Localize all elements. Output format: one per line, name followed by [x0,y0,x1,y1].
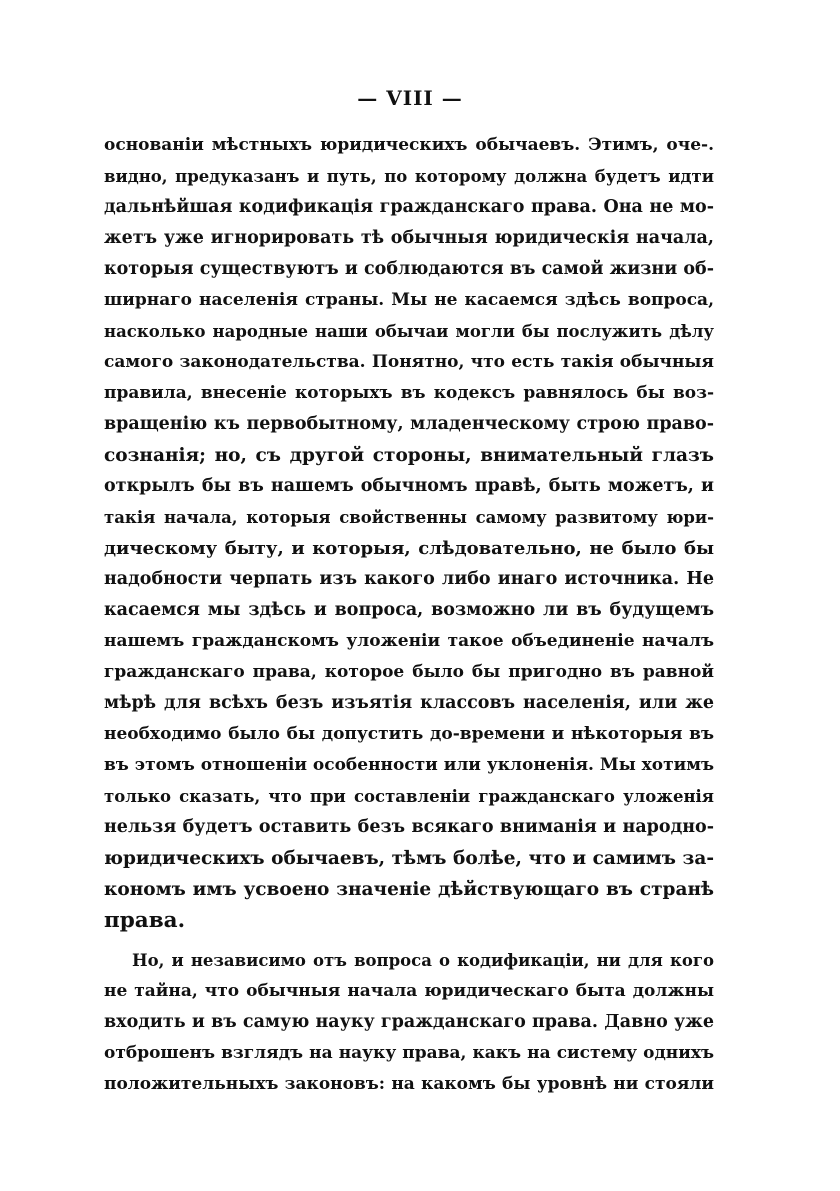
text-line: надобности черпать изъ какого либо инаго источника. Не [104,569,714,589]
paragraph-gap [104,936,714,945]
text-line: необходимо было бы допустить до-времени и нѣкоторыя въ [104,724,714,744]
text-line: видно, предуказанъ и путь, по которому должна будетъ идти [104,167,714,186]
body-text [104,130,714,1100]
text-line: основаніи мѣстныхъ юридическихъ обычаевъ. Этимъ, оче-. [104,135,714,155]
text-line: отброшенъ взглядъ на науку права, какъ на систему однихъ [104,1043,714,1063]
text-line: юридическихъ обычаевъ, тѣмъ болѣе, что и самимъ за- [104,848,714,869]
text-line: кономъ имъ усвоено значеніе дѣйствующаго въ странѣ [104,879,714,900]
text-line: сознанія; но, съ другой стороны, внимательный глазъ [104,445,714,466]
text-line: нашемъ гражданскомъ уложеніи такое объединеніе началъ [104,631,714,651]
text-line: права. [104,908,186,933]
text-line: вращенію къ первобытному, младенческому строю право- [104,414,714,434]
text-line: дическому быту, и которыя, слѣдовательно, не было бы [104,538,714,559]
text-line: открылъ бы въ нашемъ обычномъ правѣ, быть можетъ, и [104,476,714,496]
text-line: ширнаго населенія страны. Мы не касаемся здѣсь вопроса, [104,290,714,310]
text-line: такія начала, которыя свойственны самому развитому юри- [104,508,714,527]
text-line: входить и въ самую науку гражданскаго права. Давно уже [104,1012,714,1032]
text-line: которыя существуютъ и соблюдаются въ самой жизни об- [104,259,714,279]
text-line: насколько народные наши обычаи могли бы послужить дѣлу [104,322,714,341]
text-line: Но, и независимо отъ вопроса о кодификаціи, ни для кого [132,951,714,970]
text-line: положительныхъ законовъ: на какомъ бы уровнѣ ни стояли [104,1074,714,1094]
text-line: дальнѣйшая кодификація гражданскаго права. Она не мо- [104,197,714,217]
text-line: касаемся мы здѣсь и вопроса, возможно ли въ будущемъ [104,600,714,620]
text-line: не тайна, что обычныя начала юридическаго быта должны [104,981,714,1001]
text-line: нельзя будетъ оставить безъ всякаго вниманія и народно- [104,817,714,837]
text-line: самого законодательства. Понятно, что есть такія обычныя [104,352,714,372]
page-number: — VIII — [357,86,463,110]
text-line: мѣрѣ для всѣхъ безъ изъятія классовъ населенія, или же [104,693,714,713]
text-line: въ этомъ отношеніи особенности или уклоненія. Мы хотимъ [104,755,714,775]
text-line: только сказать, что при составленіи гражданскаго уложенія [104,787,714,806]
text-line: правила, внесеніе которыхъ въ кодексъ равнялось бы воз- [104,383,714,403]
text-line: жетъ уже игнорировать тѣ обычныя юридическія начала, [104,228,714,248]
text-line: гражданскаго права, которое было бы пригодно въ равной [104,662,714,682]
